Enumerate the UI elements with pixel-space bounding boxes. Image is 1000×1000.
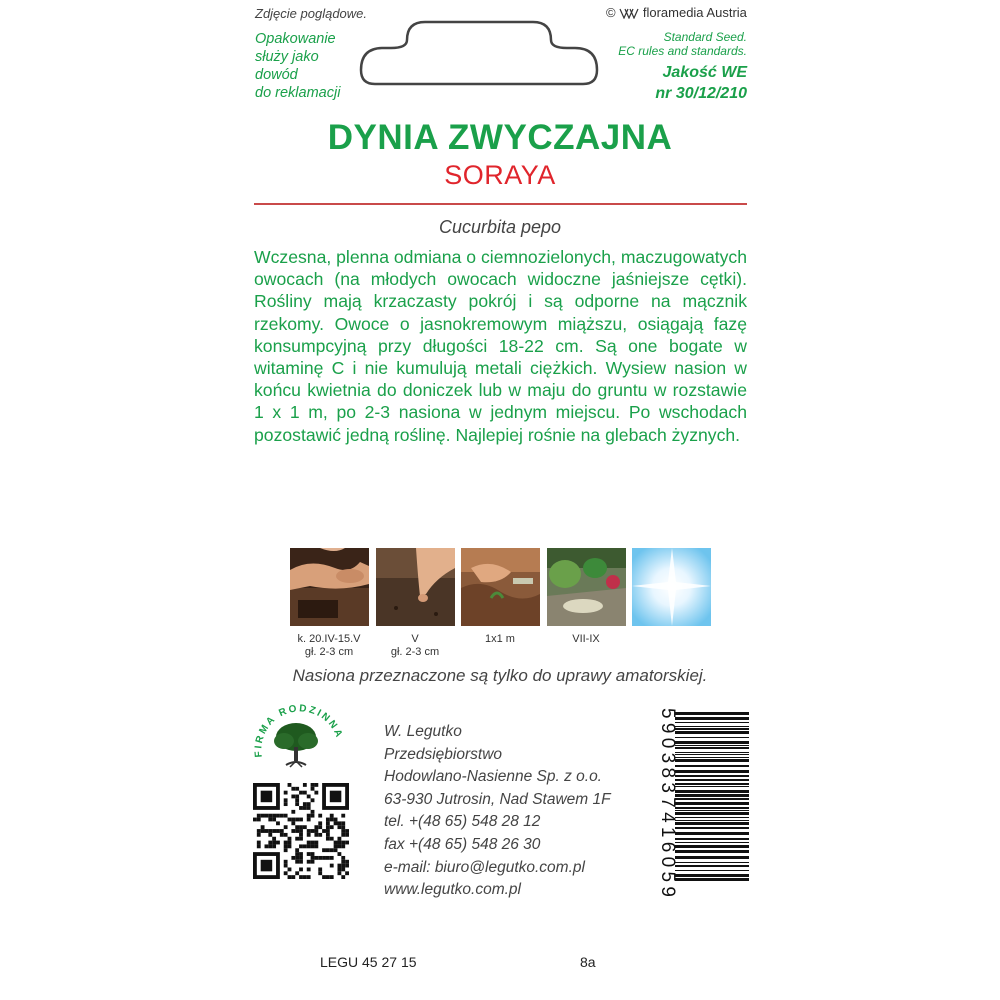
- brand-name: floramedia Austria: [642, 5, 747, 20]
- quality-note: [655, 62, 747, 104]
- product-description: Wczesna, plenna odmiana o ciemnozielonych, maczugowatych owocach (na młodych owocach widoczne jaśniejsze cętki). Rośliny mają krzaczasty pokrój i są odporne na mącznik rzekomy. Owoce o jasnokremowym miąższu, osiągają fazę konsumpcyjną przy długości 18-22 cm. Są one bogate w witaminę C i nie kumulują metali ciężkich. Wysiew nasion w końcu kwietnia do doniczek lub w maju do gruntu w rozstawie 1 x 1 m, po 2-3 nasiona w jednym miejscu. Po wschodach pozostawić jedną roślinę. Najlepiej rośnie na glebach żyznych.: [254, 247, 747, 445]
- sowing-in-pots-photo: [290, 548, 369, 626]
- floramedia-brand: [606, 5, 747, 22]
- family-logo-text: FIRMA RODZINNA: [253, 703, 345, 758]
- step-caption: [450, 633, 550, 646]
- title-divider: [254, 203, 747, 205]
- caption-line: gł. 2-3 cm: [390, 646, 440, 658]
- oak-tree-icon: [274, 723, 318, 767]
- company-fax: fax +(48 65) 548 26 30: [384, 835, 541, 853]
- company-email: e-mail: biuro@legutko.com.pl: [384, 858, 585, 876]
- standard-line: EC rules and standards.: [618, 44, 747, 58]
- caption-line: VII-IX: [572, 633, 600, 645]
- caption-line: 1x1 m: [485, 633, 515, 645]
- size-code: 8a: [580, 954, 596, 970]
- floramedia-logo-icon: [619, 7, 639, 22]
- standard-line: Standard Seed.: [663, 30, 747, 44]
- complaint-line: Opakowanie: [255, 31, 336, 47]
- latin-name: Cucurbita pepo: [438, 217, 562, 237]
- complaint-line: do reklamacji: [255, 85, 341, 101]
- ean-number: [657, 708, 682, 902]
- complaint-note: [255, 30, 355, 102]
- caption-line: V: [411, 633, 419, 645]
- company-address: 63-930 Jutrosin, Nad Stawem 1F: [384, 790, 611, 808]
- amateur-use-note: Nasiona przeznaczone są tylko do uprawy amatorskiej.: [292, 666, 708, 685]
- standard-note: [618, 30, 747, 58]
- photo-disclaimer: Zdjęcie poglądowe.: [255, 6, 368, 21]
- company-legal-name: Hodowlano-Nasienne Sp. z o.o.: [384, 768, 602, 786]
- company-info: [384, 721, 611, 902]
- company-phone: tel. +(48 65) 548 28 12: [384, 813, 541, 831]
- hanger-slot: [357, 20, 601, 93]
- quality-line: Jakość WE: [662, 64, 747, 81]
- copyright-symbol: ©: [606, 5, 616, 20]
- product-title: DYNIA ZWYCZAJNA: [327, 118, 673, 157]
- complaint-line: służy jako: [255, 49, 319, 65]
- caption-line: k. 20.IV-15.V: [297, 633, 361, 645]
- step-caption: [536, 633, 636, 646]
- step-caption: [279, 633, 379, 659]
- harvest-photo: [547, 548, 626, 626]
- company-website: www.legutko.com.pl: [384, 881, 521, 899]
- quality-line: nr 30/12/210: [655, 85, 747, 102]
- full-sun-photo: [632, 548, 711, 626]
- plant-spacing-photo: [461, 548, 540, 626]
- caption-line: gł. 2-3 cm: [304, 646, 354, 658]
- product-code: LEGU 45 27 15: [320, 954, 417, 970]
- qr-code: [253, 783, 349, 884]
- sowing-in-ground-photo: [376, 548, 455, 626]
- complaint-line: dowód: [255, 67, 298, 83]
- ean-digits: 5903837416059: [657, 708, 678, 902]
- family-business-logo: [250, 695, 346, 784]
- company-type: Przedsiębiorstwo: [384, 745, 503, 763]
- variety-name: SORAYA: [444, 160, 556, 190]
- company-name: W. Legutko: [384, 723, 462, 740]
